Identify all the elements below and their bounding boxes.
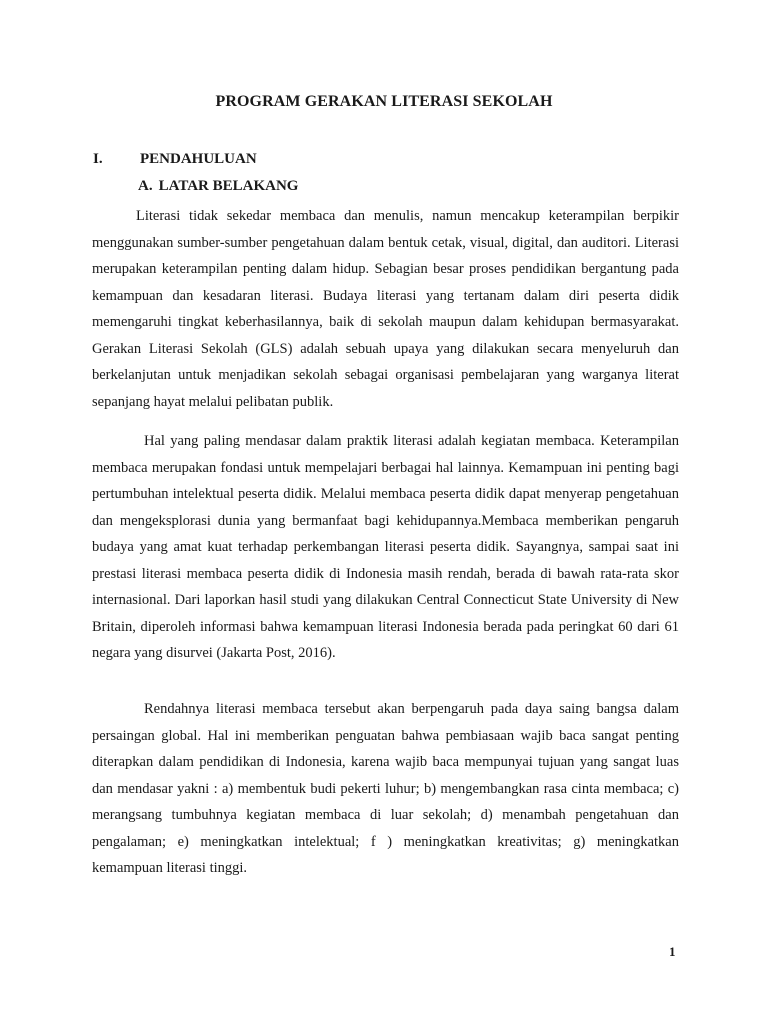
- paragraph-2: Hal yang paling mendasar dalam praktik literasi adalah kegiatan membaca. Keterampilan membaca merupakan fondasi untuk mempelajari berbagai hal lainnya. Kemampuan ini penting bagi pertumbuhan intelektual peserta didik. Melalui membaca peserta didik dapat menyerap pengetahuan dan mengeksplorasi dunia yang bermanfaat bagi kehidupannya.Membaca memberikan pengaruh budaya yang amat kuat terhadap perkembangan literasi peserta didik. Sayangnya, sampai saat ini prestasi literasi membaca peserta didik di Indonesia masih rendah, berada di bawah rata-rata skor internasional. Dari laporkan hasil studi yang dilakukan Central Connecticut State University di New Britain, diperoleh informasi bahwa kemampuan literasi Indonesia berada pada peringkat 60 dari 61 negara yang disurvei (Jakarta Post, 2016).: [92, 433, 679, 661]
- paragraph-3: Rendahnya literasi membaca tersebut akan berpengaruh pada daya saing bangsa dalam persaingan global. Hal ini memberikan penguatan bahwa pembiasaan wajib baca sangat penting diterapkan dalam pendidikan di Indonesia, karena wajib baca mempunyai tujuan yang sangat luas dan mendasar yakni : a) membentuk budi pekerti luhur; b) mengembangkan rasa cinta membaca; c) merangsang tumbuhnya kegiatan membaca di luar sekolah; d) menambah pengetahuan dan pengalaman; e) meningkatkan intelektual; f ) meningkatkan kreativitas; g) meningkatkan kemampuan literasi tinggi.: [92, 701, 679, 876]
- page-title: PROGRAM GERAKAN LITERASI SEKOLAH: [215, 93, 553, 110]
- paragraph-1: Literasi tidak sekedar membaca dan menulis, namun mencakup keterampilan berpikir menggunakan sumber-sumber pengetahuan dalam bentuk cetak, visual, digital, dan auditori. Literasi merupakan keterampilan penting dalam hidup. Sebagian besar proses pendidikan bergantung pada kemampuan dan kesadaran literasi. Budaya literasi yang tertanam dalam diri peserta didik memengaruhi tingkat keberhasilannya, baik di sekolah maupun dalam kehidupan bermasyarakat. Gerakan Literasi Sekolah (GLS) adalah sebuah upaya yang dilakukan secara menyeluruh dan berkelanjutan untuk menjadikan sekolah sebagai organisasi pembelajaran yang warganya literat sepanjang hayat melalui pelibatan publik.: [92, 208, 679, 410]
- section-heading: [93, 151, 257, 168]
- section-number: I.: [93, 151, 103, 167]
- subsection-heading: [138, 178, 298, 195]
- subsection-letter: A.: [138, 178, 153, 194]
- section-label: PENDAHULUAN: [140, 151, 257, 167]
- subsection-label: LATAR BELAKANG: [158, 178, 299, 194]
- page-number: 1: [669, 944, 676, 959]
